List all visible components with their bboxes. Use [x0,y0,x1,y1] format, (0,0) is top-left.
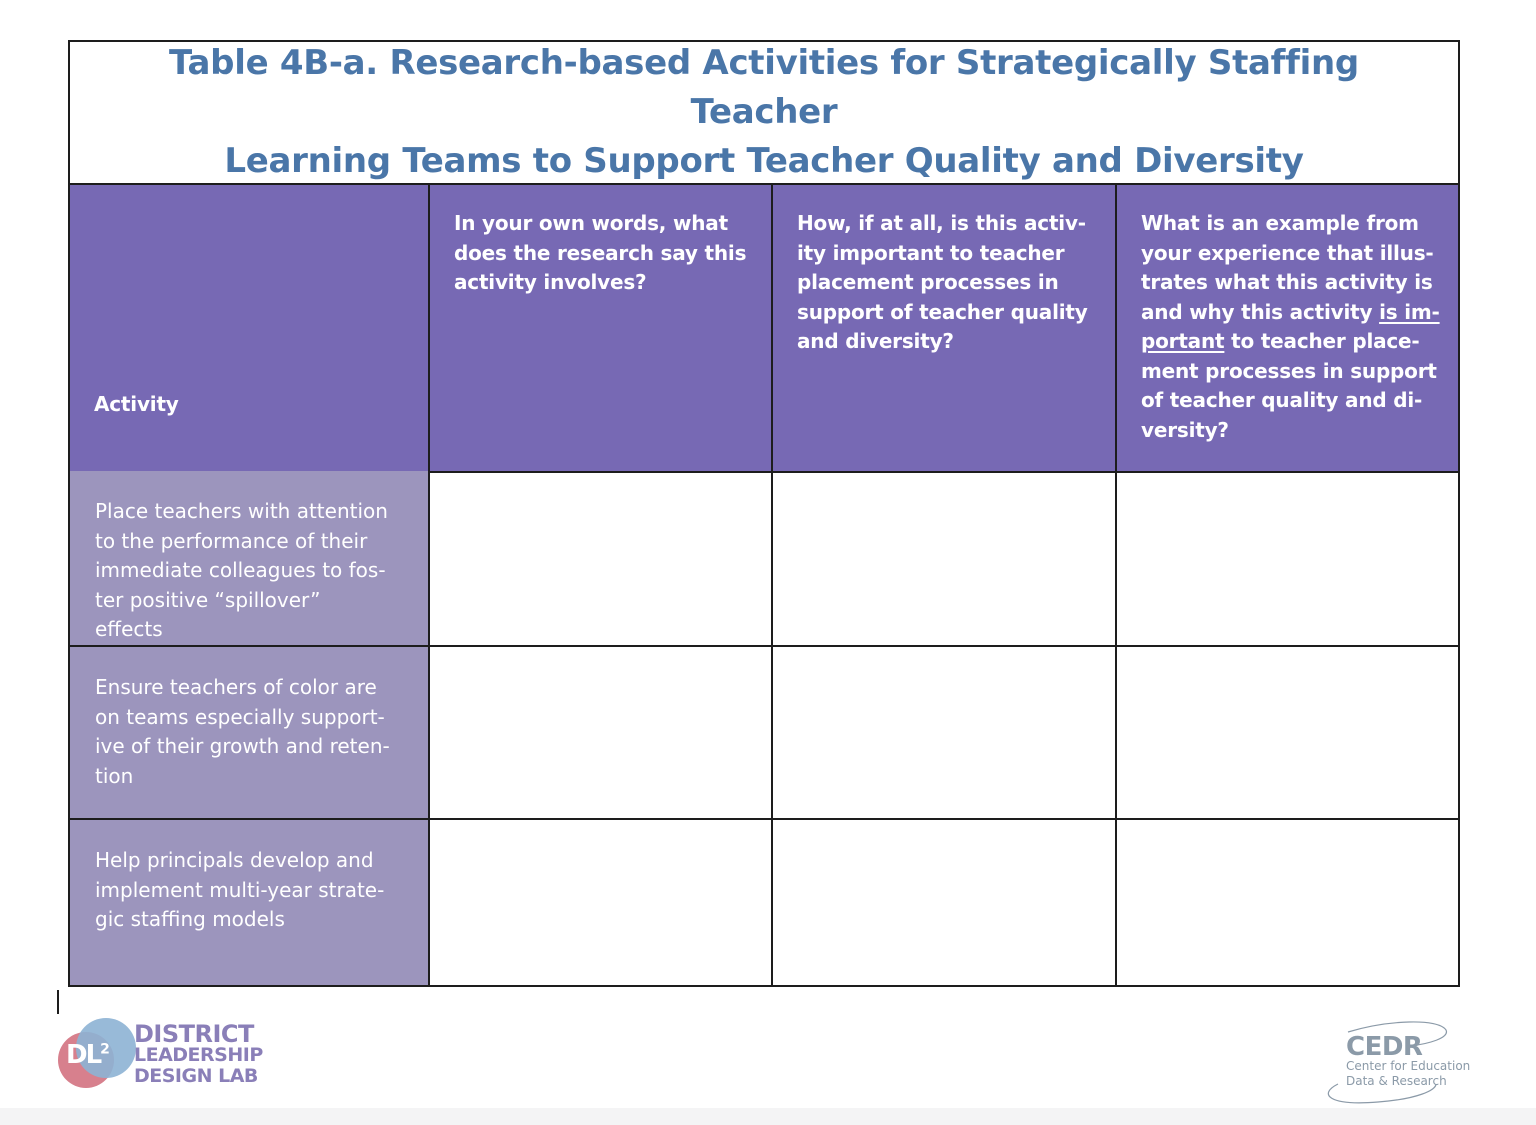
activity-text: Ensure teachers of color are on teams especially support-ive of their growth and reten-tion [95,675,390,788]
response-cell-r2-importance[interactable] [771,645,1115,818]
response-cell-r2-research[interactable] [428,645,771,818]
text-cursor [57,990,59,1014]
header-importance-question: How, if at all, is this activ-ity important to teacher placement processes in support of teacher quality and diversity? [797,211,1088,353]
cedr-logo [1318,1020,1478,1106]
header-cell-research [428,185,771,471]
header-example-question [1141,209,1440,445]
district-leadership-design-lab-logo [58,1018,268,1092]
header-example-underlined: is im-portant [1141,299,1440,353]
dl2-mark-superscript: 2 [100,1041,110,1058]
activity-cell-2 [70,645,428,818]
header-cell-example [1115,185,1458,471]
table-title-box [70,42,1458,185]
header-example-text-a: What is an example from your experience that illus-trates what this activity is and why this activity [1141,211,1434,324]
table-title [124,39,1404,186]
header-cell-activity [70,185,428,471]
response-cell-r1-example[interactable] [1115,471,1458,645]
header-cell-importance [771,185,1115,471]
response-cell-r1-importance[interactable] [771,471,1115,645]
dl2-word-3: DESIGN LAB [134,1065,258,1087]
cedr-name: CEDR [1346,1032,1423,1062]
activity-cell-3 [70,818,428,985]
response-cell-r1-research[interactable] [428,471,771,645]
response-cell-r3-importance[interactable] [771,818,1115,985]
dl2-word-2: LEADERSHIP [134,1044,263,1066]
cedr-subtitle-line-1: Center for Education [1346,1059,1471,1073]
header-example-text-b: to teacher place-ment processes in support of teacher quality and di-versity? [1141,329,1437,442]
cedr-subtitle [1346,1059,1470,1089]
activities-table [68,40,1460,987]
response-cell-r3-example[interactable] [1115,818,1458,985]
activity-cell-1 [70,471,428,645]
response-cell-r3-research[interactable] [428,818,771,985]
dl2-mark [66,1040,110,1070]
table-title-line-1: Table 4B-a. Research-based Activities for Strategically Staffing Teacher [169,43,1359,132]
response-cell-r2-example[interactable] [1115,645,1458,818]
activity-text: Place teachers with attention to the performance of their immediate colleagues to fos-ter positive “spillover” effects [95,499,388,641]
dl2-wordmark [134,1020,263,1087]
dl2-word-1: DISTRICT [134,1020,254,1048]
header-activity-label: Activity [94,391,179,416]
page-footer-band [0,1108,1536,1125]
activity-text: Help principals develop and implement multi-year strate-gic staffing models [95,848,385,931]
cedr-subtitle-line-2: Data & Research [1346,1074,1447,1088]
dl2-mark-letters: DL [66,1040,101,1070]
header-research-question: In your own words, what does the research say this activity involves? [454,211,747,294]
table-title-line-2: Learning Teams to Support Teacher Quality and Diversity [224,141,1304,181]
